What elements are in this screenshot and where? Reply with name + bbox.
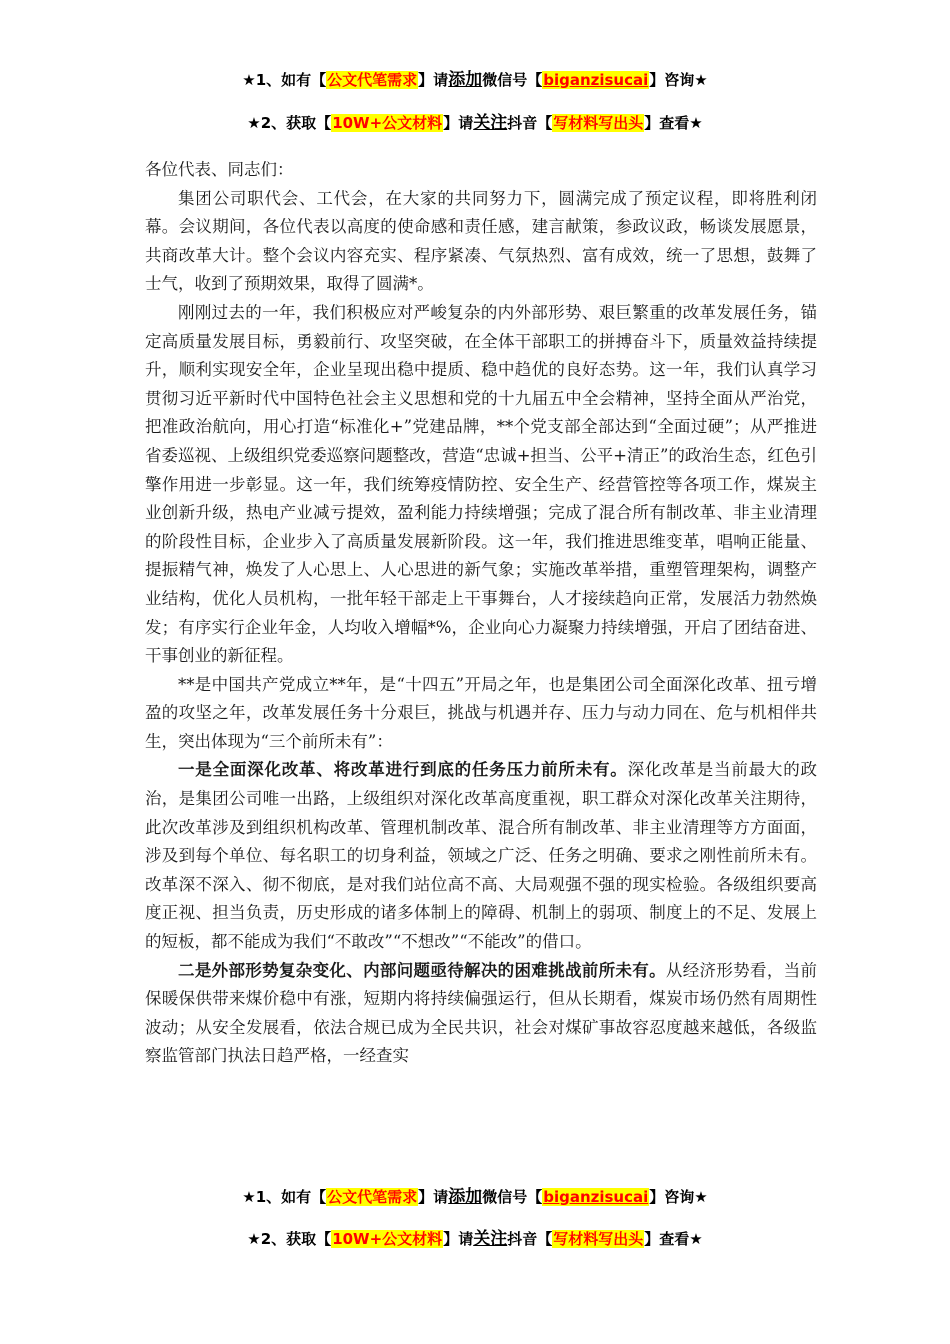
paragraph-4-text: 深化改革是当前最大的政治，是集团公司唯一出路，上级组织对深化改革高度重视，职工群众对深化改革关注期待，此次改革涉及到组织机构改革、管理机制改革、混合所有制改革、非主业清理等方方面面，涉及到每个单位、每名职工的切身利益，领域之广泛、任务之明确、要求之刚性前所未有。改革深不深入、彻不彻底，是对我们站位高不高、大局观强不强的现实检验。各级组织要高度正视、担当负责，历史形成的诸多体制上的障碍、机制上的弱项、制度上的不足、发展上的短板，都不能成为我们“不敢改”“不想改”“不能改”的借口。 xyxy=(145,760,818,952)
banner-text: 】请 xyxy=(443,114,474,132)
banner-emphasis: 关注 xyxy=(473,113,508,133)
banner-text: ★2、获取【 xyxy=(247,114,332,132)
promo-banner-top-line2 xyxy=(0,113,950,133)
banner-text: 】咨询★ xyxy=(649,1188,708,1206)
document-body xyxy=(145,156,817,1071)
promo-banner-bottom-line1 xyxy=(0,1187,950,1207)
paragraph-3: **是中国共产党成立**年，是“十四五”开局之年，也是集团公司全面深化改革、扭亏增盈的攻坚之年，改革发展任务十分艰巨，挑战与机遇并存、压力与动力同在、危与机相伴共生，突出体现为“三个前所未有”： xyxy=(145,674,817,751)
banner-text: ★1、如有【 xyxy=(242,1188,327,1206)
banner-text: 抖音【 xyxy=(507,114,553,132)
highlight-materials: 10W+公文材料 xyxy=(332,1230,443,1248)
paragraph-2: 刚刚过去的一年，我们积极应对严峻复杂的内外部形势、艰巨繁重的改革发展任务，锚定高质量发展目标，勇毅前行、攻坚突破，在全体干部职工的拼搏奋斗下，质量效益持续提升，顺利实现安全年，企业呈现出稳中提质、稳中趋优的良好态势。这一年，我们认真学习贯彻习近平新时代中国特色社会主义思想和党的十九届五中全会精神，坚持全面从严治党，把准政治航向，用心打造“标准化+”党建品牌，**个党支部全部达到“全面过硬”；从严推进省委巡视、上级组织党委巡察问题整改，营造“忠诚+担当、公平+清正”的政治生态，红色引擎作用进一步彰显。这一年，我们统筹疫情防控、安全生产、经营管控等各项工作，煤炭主业创新升级，热电产业减亏提效，盈利能力持续增强；完成了混合所有制改革、非主业清理的阶段性目标，企业步入了高质量发展新阶段。这一年，我们推进思维变革，唱响正能量、提振精气神，焕发了人心思上、人心思进的新气象；实施改革举措，重塑管理架构，调整产业结构，优化人员机构，一批年轻干部走上干事舞台，人才接续趋向正常，发展活力勃然焕发；有序实行企业年金，人均收入增幅*%，企业向心力凝聚力持续增强，开启了团结奋进、干事创业的新征程。 xyxy=(145,302,817,666)
banner-text: 】请 xyxy=(418,71,449,89)
banner-text: 】请 xyxy=(443,1230,474,1248)
banner-text: 】咨询★ xyxy=(649,71,708,89)
banner-text: ★1、如有【 xyxy=(242,71,327,89)
banner-emphasis: 添加 xyxy=(448,1187,483,1207)
banner-text: 微信号【 xyxy=(482,1188,543,1206)
paragraph-5-lead: 二是外部形势复杂变化、内部问题亟待解决的困难挑战前所未有。 xyxy=(178,960,666,980)
paragraph-1: 集团公司职代会、工代会，在大家的共同努力下，圆满完成了预定议程，即将胜利闭幕。会议期间，各位代表以高度的使命感和责任感，建言献策，参政议政，畅谈发展愿景，共商改革大计。整个会议内容充实、程序紧凑、气氛热烈、富有成效，统一了思想，鼓舞了士气，收到了预期效果，取得了圆满*。 xyxy=(145,188,817,294)
paragraph-5 xyxy=(145,957,817,1071)
promo-banner-top-line1 xyxy=(0,70,950,90)
salutation: 各位代表、同志们： xyxy=(145,160,294,179)
highlight-ghostwriting: 公文代笔需求 xyxy=(327,1188,418,1206)
banner-text: 】查看★ xyxy=(644,114,703,132)
highlight-douyin: 写材料写出头 xyxy=(553,1230,644,1248)
wechat-id-link[interactable]: biganzisucai xyxy=(543,71,649,89)
paragraph-4-lead: 一是全面深化改革、将改革进行到底的任务压力前所未有。 xyxy=(178,760,628,780)
banner-text: 】请 xyxy=(418,1188,449,1206)
banner-text: ★2、获取【 xyxy=(247,1230,332,1248)
wechat-id-link[interactable]: biganzisucai xyxy=(543,1188,649,1206)
highlight-materials: 10W+公文材料 xyxy=(332,114,443,132)
highlight-ghostwriting: 公文代笔需求 xyxy=(327,71,418,89)
banner-text: 】查看★ xyxy=(644,1230,703,1248)
banner-emphasis: 关注 xyxy=(473,1229,508,1249)
banner-text: 微信号【 xyxy=(482,71,543,89)
banner-emphasis: 添加 xyxy=(448,70,483,90)
highlight-douyin: 写材料写出头 xyxy=(553,114,644,132)
banner-text: 抖音【 xyxy=(507,1230,553,1248)
promo-banner-bottom-line2 xyxy=(0,1229,950,1249)
paragraph-4 xyxy=(145,756,817,956)
paragraph-5-text: 从经济形势看，当前保暖保供带来煤价稳中有涨，短期内将持续偏强运行，但从长期看，煤炭市场仍然有周期性波动；从安全发展看，依法合规已成为全民共识，社会对煤矿事故容忍度越来越低，各级监察监管部门执法日趋严格，一经查实 xyxy=(145,960,818,1066)
